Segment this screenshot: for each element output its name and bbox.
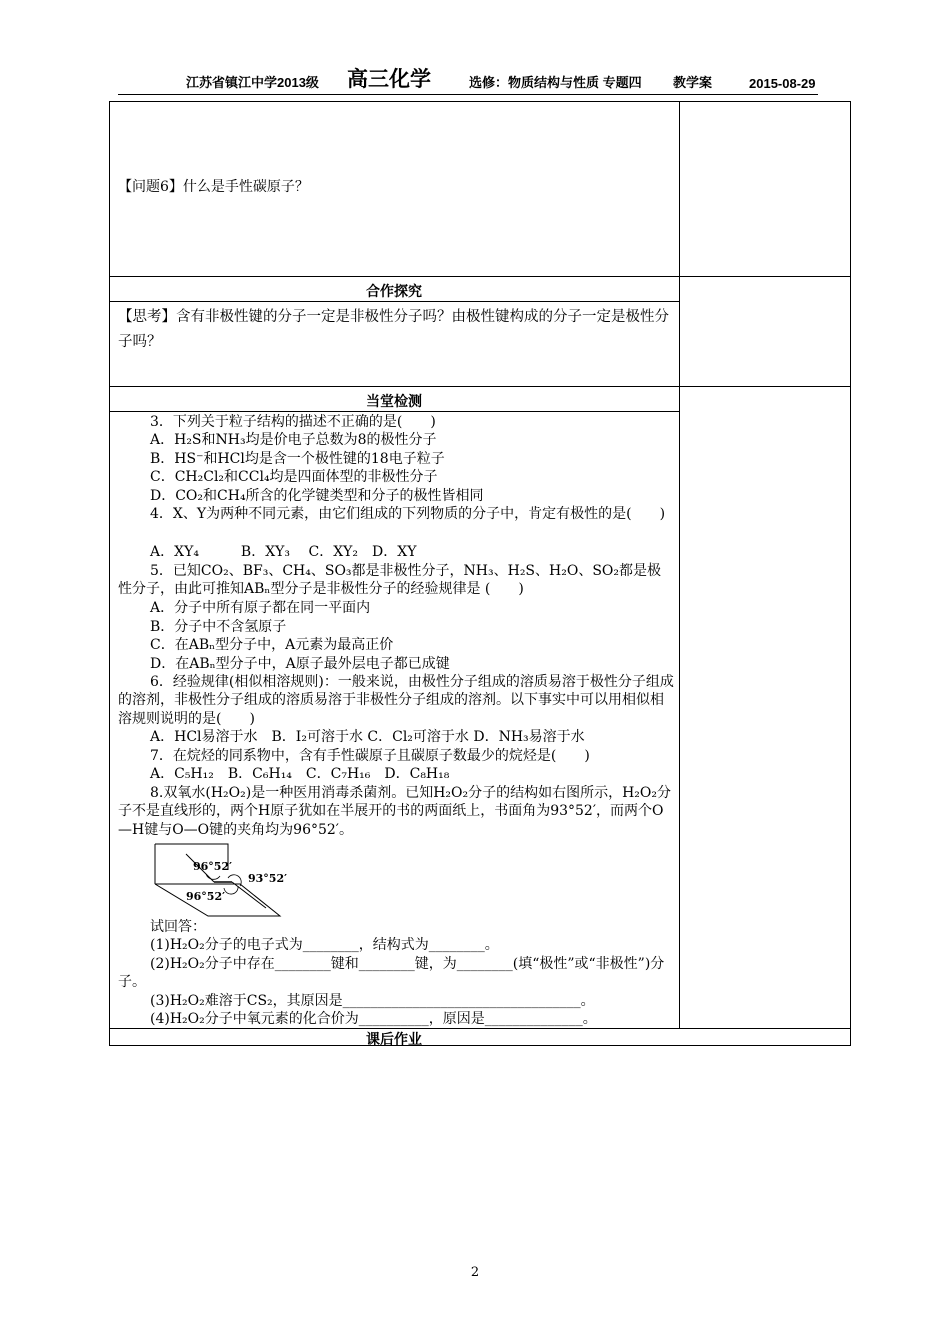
figure-angle-top: 96°52′ bbox=[193, 860, 233, 873]
figure-oh-bond-lower bbox=[232, 882, 266, 908]
page-header bbox=[118, 68, 818, 95]
h2o2-structure-figure bbox=[148, 842, 298, 918]
question-6: 【问题6】什么是手性碳原子？ bbox=[118, 179, 309, 195]
page-number: 2 bbox=[470, 1265, 480, 1280]
figure-angle-arc-bottom bbox=[224, 886, 238, 894]
section-cooperation: 合作探究 bbox=[366, 283, 422, 299]
header-course: 选修：物质结构与性质 专题四 bbox=[469, 75, 642, 90]
q3-option-c: C．CH₂Cl₂和CCl₄均是四面体型的非极性分子 bbox=[150, 469, 438, 485]
q4-options: A．XY₄ B．XY₃ C．XY₂ D．XY bbox=[150, 544, 417, 560]
q8-sub-2: (2)H₂O₂分子中存在________键和________键，为________(填“极性”或“非极性”)分子。 bbox=[118, 956, 665, 991]
table-rule bbox=[109, 386, 851, 387]
table-column-divider bbox=[679, 101, 680, 1029]
table-rule bbox=[109, 301, 680, 302]
q8-sub-1: (1)H₂O₂分子的电子式为________，结构式为________。 bbox=[150, 937, 499, 953]
q5-option-c: C．在ABₙ型分子中，A元素为最高正价 bbox=[150, 637, 394, 653]
q3-option-a: A．H₂S和NH₃均是价电子总数为8的极性分子 bbox=[150, 432, 437, 448]
q5-option-b: B．分子中不含氢原子 bbox=[150, 619, 287, 635]
q8-stem: 8.双氧水(H₂O₂)是一种医用消毒杀菌剂。已知H₂O₂分子的结构如右图所示，H₂O₂分子不是直线形的，两个H原子犹如在半展开的书的两面纸上，书面角为93°52′，而两个O—H键与O—O键的夹角均为96°52′。 bbox=[118, 785, 672, 838]
header-school: 江苏省镇江中学2013级 bbox=[186, 75, 319, 90]
think-question: 【思考】含有非极性键的分子一定是非极性分子吗？由极性键构成的分子一定是极性分子吗？ bbox=[118, 309, 669, 350]
section-homework: 课后作业 bbox=[366, 1031, 422, 1047]
q6-options: A．HCl易溶于水 B．I₂可溶于水 C．Cl₂可溶于水 D．NH₃易溶于水 bbox=[150, 729, 585, 745]
q3-stem: 3．下列关于粒子结构的描述不正确的是( ) bbox=[150, 414, 436, 430]
table-rule bbox=[109, 411, 680, 412]
table-rule bbox=[109, 276, 851, 277]
q3-option-d: D．CO₂和CH₄所含的化学键类型和分子的极性皆相同 bbox=[150, 488, 484, 504]
q8-sub-4: (4)H₂O₂分子中氧元素的化合价为__________，原因是______________。 bbox=[150, 1011, 597, 1027]
q3-option-b: B．HS⁻和HCl均是含一个极性键的18电子粒子 bbox=[150, 451, 445, 467]
q6-stem: 6．经验规律(相似相溶规则)：一般来说，由极性分子组成的溶质易溶于极性分子组成的溶剂，非极性分子组成的溶质易溶于非极性分子组成的溶剂。以下事实中可以用相似相溶规则说明的是( ) bbox=[118, 674, 674, 727]
q5-stem: 5．已知CO₂、BF₃、CH₄、SO₃都是非极性分子，NH₃、H₂S、H₂O、SO₂都是极性分子，由此可推知ABₙ型分子是非极性分子的经验规律是 ( ) bbox=[118, 563, 661, 598]
header-subject: 高三化学 bbox=[347, 68, 431, 91]
header-date: 2015-08-29 bbox=[749, 76, 816, 91]
figure-angle-right: 93°52′ bbox=[248, 872, 288, 885]
figure-angle-bottom: 96°52′ bbox=[186, 890, 226, 903]
q8-sub-3: (3)H₂O₂难溶于CS₂，其原因是__________________________________。 bbox=[150, 993, 595, 1009]
q8-prompt: 试回答： bbox=[150, 919, 206, 935]
q7-options: A．C₅H₁₂ B．C₆H₁₄ C．C₇H₁₆ D．C₈H₁₈ bbox=[150, 766, 450, 782]
q5-option-a: A．分子中所有原子都在同一平面内 bbox=[150, 600, 371, 616]
q5-option-d: D．在ABₙ型分子中，A原子最外层电子都已成键 bbox=[150, 656, 450, 672]
section-check: 当堂检测 bbox=[366, 393, 422, 409]
header-type: 教学案 bbox=[673, 75, 713, 90]
q7-stem: 7．在烷烃的同系物中，含有手性碳原子且碳原子数最少的烷烃是( ) bbox=[150, 748, 590, 764]
q4-stem: 4．X、Y为两种不同元素，由它们组成的下列物质的分子中，肯定有极性的是( ) bbox=[150, 506, 666, 522]
